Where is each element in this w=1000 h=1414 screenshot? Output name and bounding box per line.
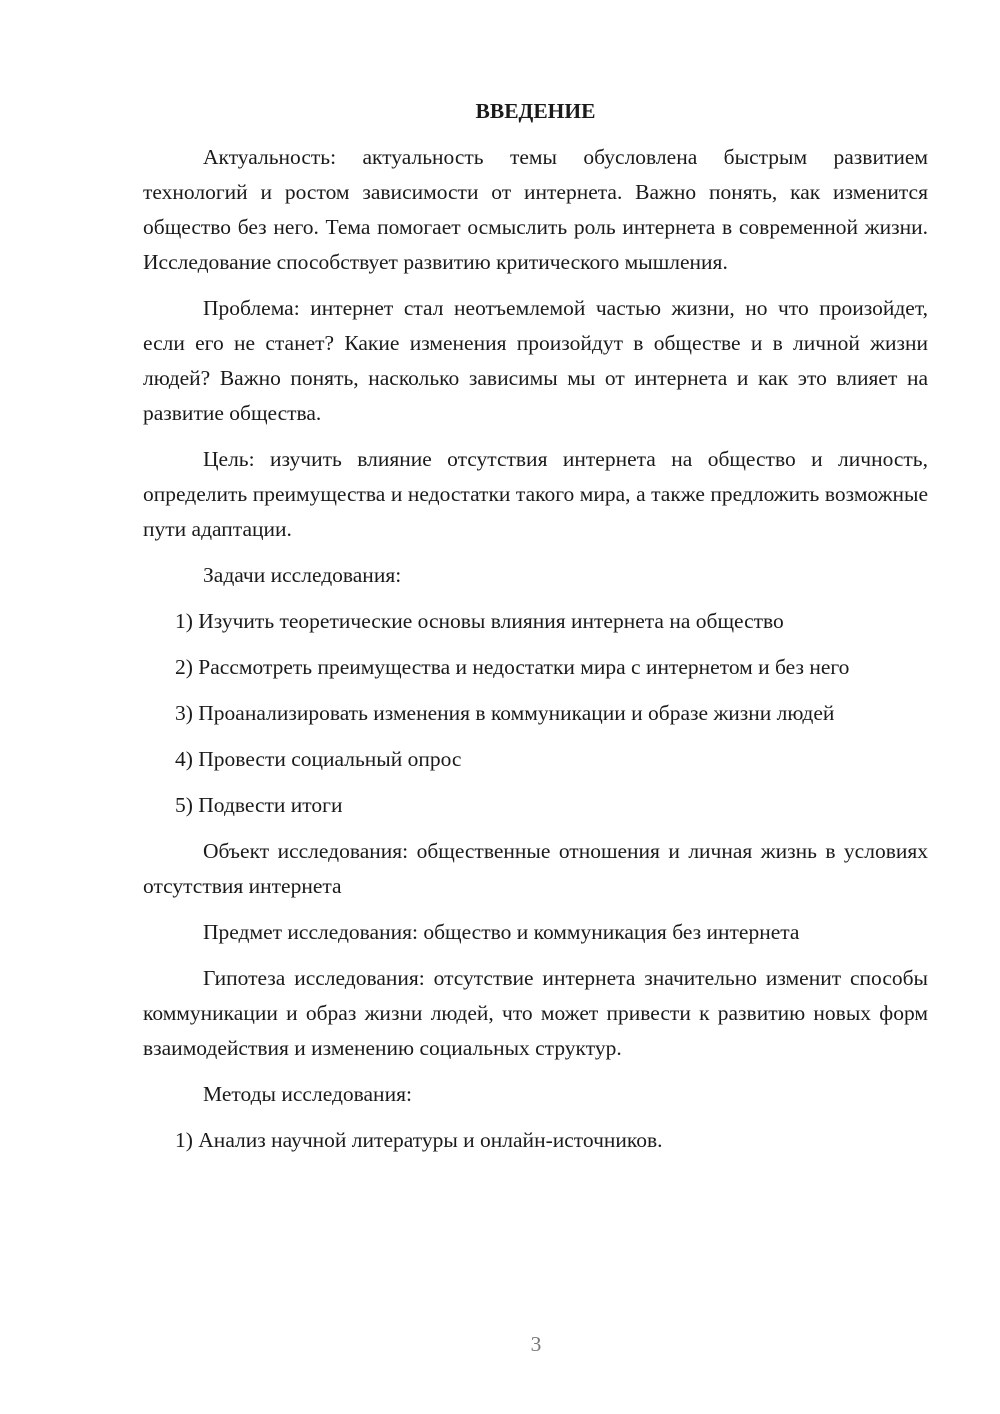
task-item-3: 3) Проанализировать изменения в коммуникации и образе жизни людей bbox=[175, 701, 835, 725]
goal-paragraph: Цель: изучить влияние отсутствия интернета на общество и личность, определить преимущества и недостатки такого мира, а также предложить возможные пути адаптации. bbox=[143, 447, 928, 541]
subject-paragraph: Предмет исследования: общество и коммуникация без интернета bbox=[203, 920, 800, 944]
relevance-paragraph: Актуальность: актуальность темы обусловлена быстрым развитием технологий и ростом зависимости от интернета. Важно понять, как изменится общество без него. Тема помогает осмыслить роль интернета в современной жизни. Исследование способствует развитию критического мышления. bbox=[143, 145, 928, 274]
hypothesis-paragraph: Гипотеза исследования: отсутствие интернета значительно изменит способы коммуникации и образ жизни людей, что может привести к развитию новых форм взаимодействия и изменению социальных структур. bbox=[143, 966, 928, 1060]
page-number: 3 bbox=[530, 1332, 542, 1356]
document-page bbox=[143, 94, 928, 1169]
method-item-1: 1) Анализ научной литературы и онлайн-источников. bbox=[175, 1128, 663, 1152]
task-item-1: 1) Изучить теоретические основы влияния интернета на общество bbox=[175, 609, 784, 633]
object-paragraph: Объект исследования: общественные отношения и личная жизнь в условиях отсутствия интернета bbox=[143, 839, 928, 898]
task-item-5: 5) Подвести итоги bbox=[175, 793, 343, 817]
task-item-4: 4) Провести социальный опрос bbox=[175, 747, 462, 771]
methods-heading: Методы исследования: bbox=[203, 1082, 412, 1106]
problem-paragraph: Проблема: интернет стал неотъемлемой частью жизни, но что произойдет, если его не станет? Какие изменения произойдут в обществе и в личной жизни людей? Важно понять, насколько зависимы мы от интернета и как это влияет на развитие общества. bbox=[143, 296, 928, 425]
page-title: ВВЕДЕНИЕ bbox=[475, 99, 596, 123]
tasks-heading: Задачи исследования: bbox=[203, 563, 402, 587]
task-item-2: 2) Рассмотреть преимущества и недостатки мира с интернетом и без него bbox=[175, 655, 850, 679]
